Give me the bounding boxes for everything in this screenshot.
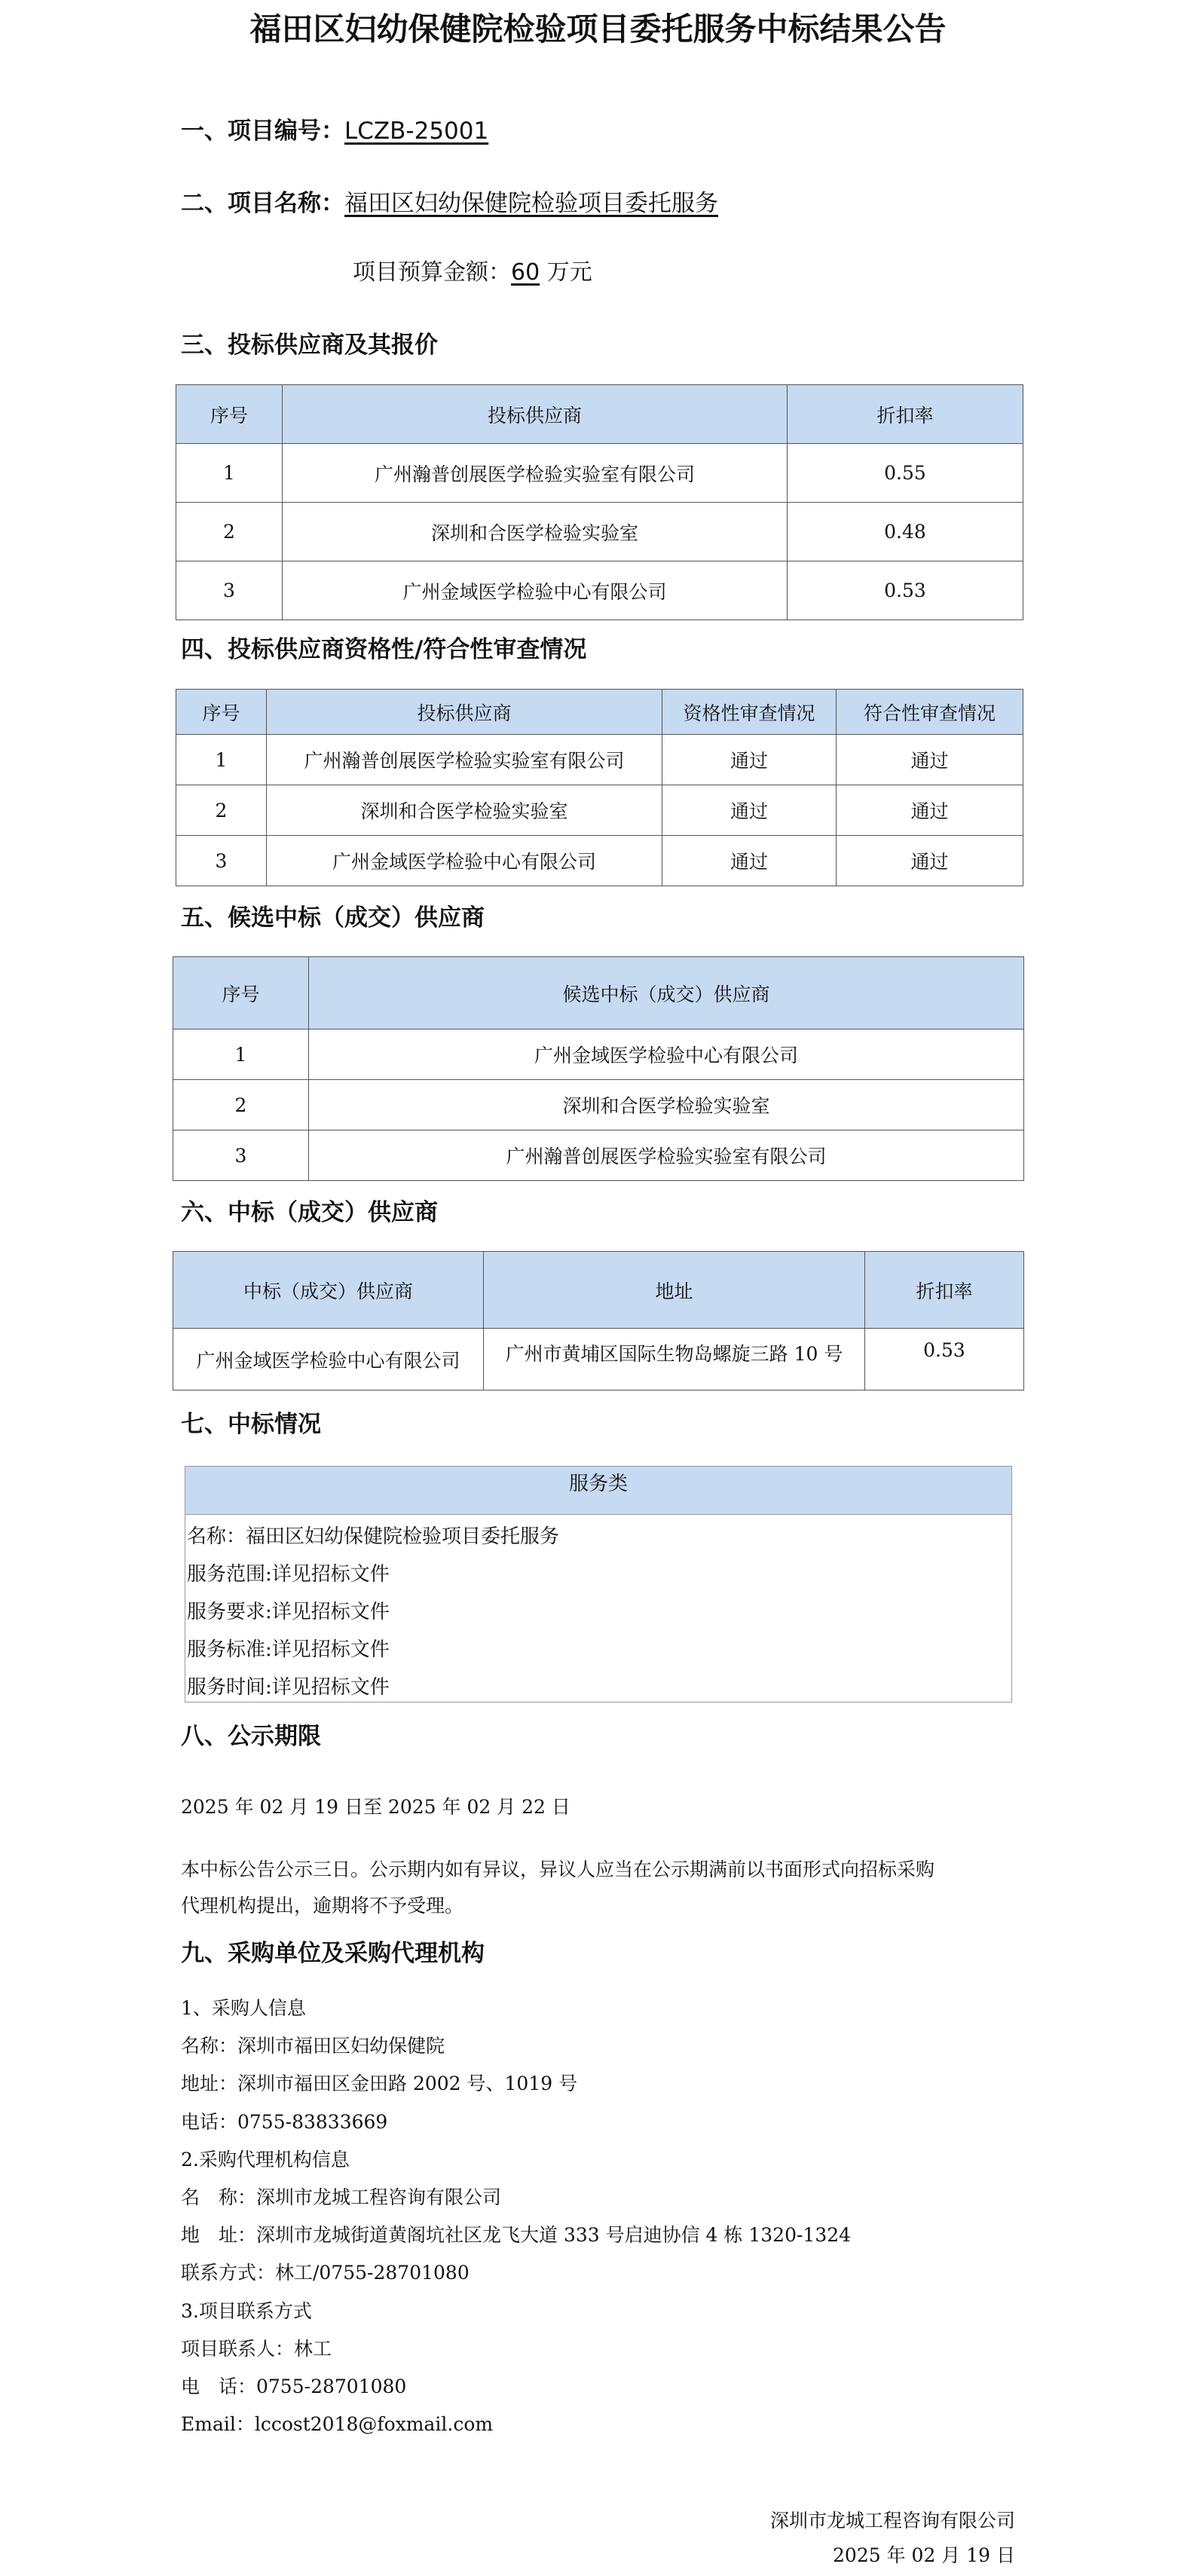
cell-bidder: 广州瀚普创展医学检验实验室有限公司 [267, 735, 662, 785]
project-number-label: 一、项目编号： [181, 118, 344, 145]
page-title: 福田区妇幼保健院检验项目委托服务中标结果公告 [249, 11, 947, 47]
cell-qualification: 通过 [662, 836, 837, 886]
cell-bidder: 深圳和合医学检验实验室 [283, 503, 788, 561]
col-header-bidder: 投标供应商 [283, 385, 788, 444]
award-details-table [185, 1466, 1012, 1703]
section-8-heading: 八、公示期限 [181, 1723, 321, 1750]
table-row [173, 1029, 1024, 1080]
table-row [176, 785, 1023, 836]
purchaser-name: 名称：深圳市福田区妇幼保健院 [181, 2035, 445, 2057]
cell-no: 1 [173, 1029, 309, 1080]
cell-discount: 0.53 [865, 1329, 1024, 1390]
col-header-discount: 折扣率 [788, 385, 1023, 444]
col-header-no: 序号 [176, 690, 267, 735]
cell-compliance: 通过 [837, 785, 1023, 836]
service-time: 服务时间:详见招标文件 [187, 1676, 390, 1699]
section-7-heading: 七、中标情况 [181, 1411, 321, 1438]
service-requirements: 服务要求:详见招标文件 [187, 1601, 390, 1623]
cell-no: 2 [176, 503, 283, 561]
project-name-label: 二、项目名称： [181, 190, 344, 217]
table-row [173, 1130, 1024, 1181]
contact-info [181, 1990, 851, 2443]
project-contact-email: Email：lccost2018@foxmail.com [181, 2413, 494, 2436]
table-row [176, 561, 1023, 620]
objection-note-line-2: 代理机构提出，逾期将不予受理。 [181, 1895, 464, 1917]
award-table-title: 服务类 [185, 1467, 1011, 1515]
agency-address: 地 址：深圳市龙城街道黄阁坑社区龙飞大道 333 号启迪协信 4 栋 1320-1324 [181, 2224, 852, 2247]
cell-compliance: 通过 [837, 836, 1023, 886]
section-4-heading: 四、投标供应商资格性/符合性审查情况 [181, 636, 587, 663]
budget-amount: 60 [511, 259, 540, 286]
cell-discount: 0.53 [788, 561, 1023, 620]
cell-candidate: 广州瀚普创展医学检验实验室有限公司 [309, 1130, 1024, 1181]
signature-date: 2025 年 02 月 19 日 [833, 2544, 1015, 2566]
section-3-heading: 三、投标供应商及其报价 [181, 332, 438, 359]
publicity-period: 2025 年 02 月 19 日至 2025 年 02 月 22 日 [181, 1796, 570, 1818]
purchaser-phone: 电话：0755-83833669 [181, 2110, 388, 2133]
project-contact-title: 3.项目联系方式 [181, 2299, 312, 2322]
project-number-value: LCZB-25001 [344, 118, 489, 145]
cell-bidder: 深圳和合医学检验实验室 [267, 785, 662, 836]
qualification-table [176, 689, 1023, 886]
cell-no: 1 [176, 444, 283, 503]
cell-winner: 广州金域医学检验中心有限公司 [173, 1329, 484, 1390]
project-contact-person: 项目联系人：林工 [181, 2337, 332, 2360]
service-name: 名称：福田区妇幼保健院检验项目委托服务 [187, 1525, 560, 1548]
col-header-compliance: 符合性审查情况 [837, 690, 1023, 735]
cell-qualification: 通过 [662, 735, 837, 785]
table-row [176, 503, 1023, 561]
table-row [176, 444, 1023, 503]
cell-no: 3 [173, 1130, 309, 1181]
cell-discount: 0.48 [788, 503, 1023, 561]
table-row [173, 1329, 1024, 1390]
objection-note-line-1: 本中标公告公示三日。公示期内如有异议，异议人应当在公示期满前以书面形式向招标采购 [181, 1859, 935, 1880]
cell-candidate: 广州金域医学检验中心有限公司 [309, 1029, 1024, 1080]
signature-org: 深圳市龙城工程咨询有限公司 [769, 2510, 1015, 2532]
purchaser-address: 地址：深圳市福田区金田路 2002 号、1019 号 [181, 2073, 578, 2095]
col-header-no: 序号 [176, 385, 283, 444]
purchaser-info-title: 1、采购人信息 [181, 1997, 306, 2019]
cell-candidate: 深圳和合医学检验实验室 [309, 1080, 1024, 1130]
candidate-table [173, 956, 1024, 1181]
agency-contact: 联系方式：林工/0755-28701080 [181, 2262, 470, 2284]
cell-compliance: 通过 [837, 735, 1023, 785]
agency-info-title: 2.采购代理机构信息 [181, 2148, 350, 2171]
col-header-bidder: 投标供应商 [267, 690, 662, 735]
section-6-heading: 六、中标（成交）供应商 [181, 1199, 438, 1226]
winner-table [173, 1251, 1024, 1390]
project-budget [353, 256, 592, 289]
cell-qualification: 通过 [662, 785, 837, 836]
table-row [176, 735, 1023, 785]
section-9-heading: 九、采购单位及采购代理机构 [181, 1940, 485, 1967]
cell-discount: 0.55 [788, 444, 1023, 503]
col-header-address: 地址 [484, 1252, 865, 1329]
col-header-discount: 折扣率 [865, 1252, 1024, 1329]
budget-unit: 万元 [540, 259, 592, 286]
table-row [173, 1080, 1024, 1130]
col-header-qualification: 资格性审查情况 [662, 690, 837, 735]
project-number [181, 115, 488, 148]
cell-bidder: 广州金域医学检验中心有限公司 [267, 836, 662, 886]
cell-no: 1 [176, 735, 267, 785]
col-header-candidate: 候选中标（成交）供应商 [309, 957, 1024, 1029]
col-header-no: 序号 [173, 957, 309, 1029]
col-header-winner: 中标（成交）供应商 [173, 1252, 484, 1329]
budget-label: 项目预算金额： [353, 259, 511, 286]
cell-address: 广州市黄埔区国际生物岛螺旋三路 10 号 [484, 1329, 865, 1390]
cell-no: 2 [176, 785, 267, 836]
service-standard: 服务标准:详见招标文件 [187, 1638, 390, 1661]
cell-no: 3 [176, 836, 267, 886]
cell-no: 3 [176, 561, 283, 620]
cell-no: 2 [173, 1080, 309, 1130]
section-5-heading: 五、候选中标（成交）供应商 [181, 904, 485, 932]
bid-price-table [176, 384, 1023, 620]
agency-name: 名 称：深圳市龙城工程咨询有限公司 [181, 2186, 502, 2209]
cell-bidder: 广州瀚普创展医学检验实验室有限公司 [283, 444, 788, 503]
project-name-value: 福田区妇幼保健院检验项目委托服务 [344, 190, 718, 217]
service-scope: 服务范围:详见招标文件 [187, 1563, 390, 1586]
project-name [181, 187, 718, 220]
cell-bidder: 广州金域医学检验中心有限公司 [283, 561, 788, 620]
project-contact-phone: 电 话：0755-28701080 [181, 2376, 407, 2398]
table-row [176, 836, 1023, 886]
